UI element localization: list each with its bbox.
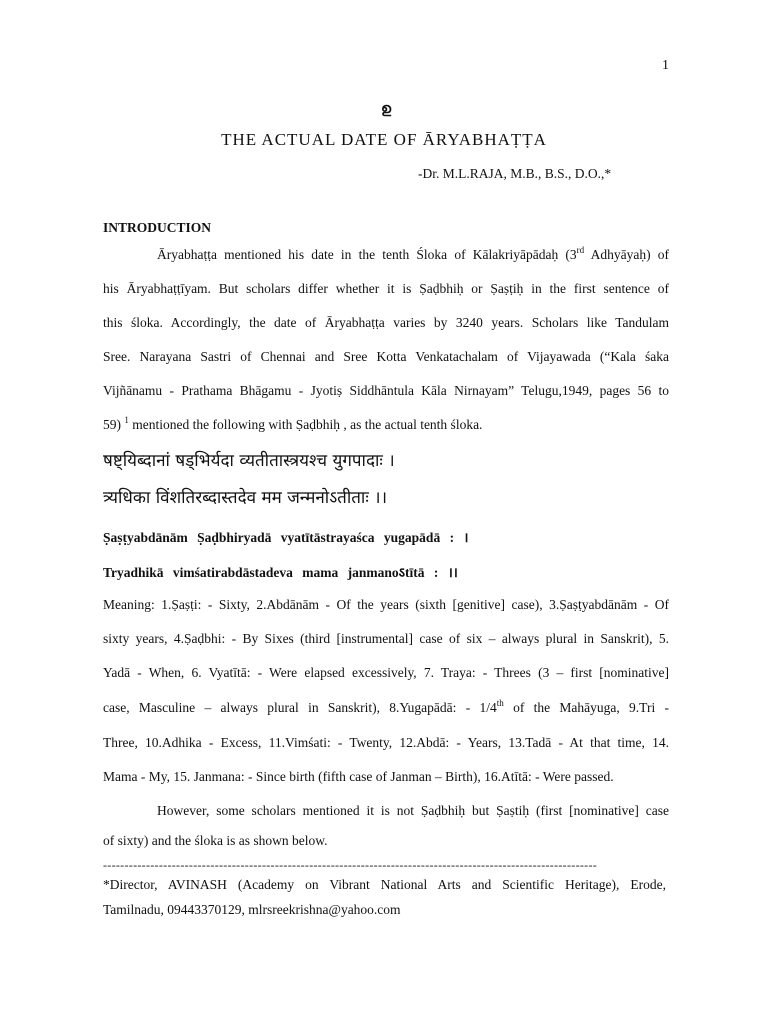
invocation-mark: ഉ: [381, 102, 392, 117]
page-number: 1: [662, 58, 669, 73]
sloka-transliteration-line-2: Tryadhikā vimśatirabdāstadeva mama janmanoऽtītā : ।।: [103, 565, 458, 580]
document-title: THE ACTUAL DATE OF ĀRYABHAṬṬA: [221, 130, 547, 149]
intro-line-6-text-end: mentioned the following with Ṣaḍbhiḥ , as the actual tenth śloka.: [128, 417, 483, 432]
however-line-1: However, some scholars mentioned it is not Ṣaḍbhiḥ but Ṣaṣtiḥ (first [nominative] case: [157, 803, 669, 818]
meaning-line-4: [103, 699, 669, 717]
section-heading-introduction: INTRODUCTION: [103, 220, 212, 235]
intro-line-4: Sree. Narayana Sastri of Chennai and Sree Kotta Venkatachalam of Vijayawada (“Kala śaka: [103, 349, 669, 364]
intro-line-2: his Āryabhaṭṭīyam. But scholars differ whether it is Ṣaḍbhiḥ or Ṣaṣṭiḥ in the first sentence of: [103, 281, 669, 296]
meaning-line-4-text-end: of the Mahāyuga, 9.Tri -: [503, 700, 669, 715]
meaning-line-5: Three, 10.Adhika - Excess, 11.Vimśati: - Twenty, 12.Abdā: - Years, 13.Tadā - At that time, 14.: [103, 735, 669, 750]
sloka-devanagari-line-1: षष्ट्यिब्दानां षड्भिर्यदा व्यतीतास्त्रयश्च युगपादाः ।: [103, 451, 395, 471]
intro-line-1: [103, 246, 669, 264]
intro-line-5: Vijñānamu - Prathama Bhāgamu - Jyotiṣ Siddhāntula Kāla Nirnayam” Telugu,1949, pages 56 to: [103, 383, 669, 398]
sloka-devanagari-line-2: त्र्यधिका विंशतिरब्दास्तदेव मम जन्मनोऽतीताः ।।: [103, 488, 388, 508]
footnote-line-1: *Director, AVINASH (Academy on Vibrant National Arts and Scientific Heritage), Erode,: [103, 877, 666, 892]
meaning-line-6: Mama - My, 15. Janmana: - Since birth (fifth case of Janman – Birth), 16.Atītā: - Were passed.: [103, 769, 614, 784]
sloka-transliteration-line-1: Ṣaṣṭyabdānām Ṣaḍbhiryadā vyatītāstrayaśca yugapādā : ।: [103, 530, 469, 545]
footnote-divider: -------------------------------------------------------------------------------------------------------------------: [103, 858, 598, 872]
intro-line-1-text-end: Adhyāyaḥ) of: [584, 247, 669, 262]
intro-line-6: [103, 416, 669, 434]
meaning-line-2: sixty years, 4.Ṣaḍbhi: - By Sixes (third [instrumental] case of six – always plural in Sanskrit), 5.: [103, 631, 669, 646]
however-line-2: of sixty) and the śloka is as shown below.: [103, 833, 328, 848]
intro-line-1-text: Āryabhaṭṭa mentioned his date in the tenth Śloka of Kālakriyāpādaḥ (3: [157, 247, 577, 262]
ordinal-superscript: th: [496, 698, 504, 708]
intro-line-6-text: 59): [103, 417, 121, 432]
author-line: -Dr. M.L.RAJA, M.B., B.S., D.O.,*: [418, 166, 612, 181]
footnote-reference: 1: [124, 415, 129, 425]
meaning-line-4-text: case, Masculine – always plural in Sanskrit), 8.Yugapādā: - 1/4: [103, 700, 497, 715]
meaning-line-1: Meaning: 1.Ṣaṣṭi: - Sixty, 2.Abdānām - Of the years (sixth [genitive] case), 3.Ṣaṣṭyabdānām - Of: [103, 597, 669, 612]
footnote-line-2: Tamilnadu, 09443370129, mlrsreekrishna@yahoo.com: [103, 902, 401, 917]
intro-line-3: this śloka. Accordingly, the date of Āryabhaṭṭa varies by 3240 years. Scholars like Tandulam: [103, 315, 669, 330]
ordinal-superscript: rd: [576, 245, 585, 255]
meaning-line-3: Yadā - When, 6. Vyatītā: - Were elapsed excessively, 7. Traya: - Threes (3 – first [nominative]: [103, 665, 669, 680]
